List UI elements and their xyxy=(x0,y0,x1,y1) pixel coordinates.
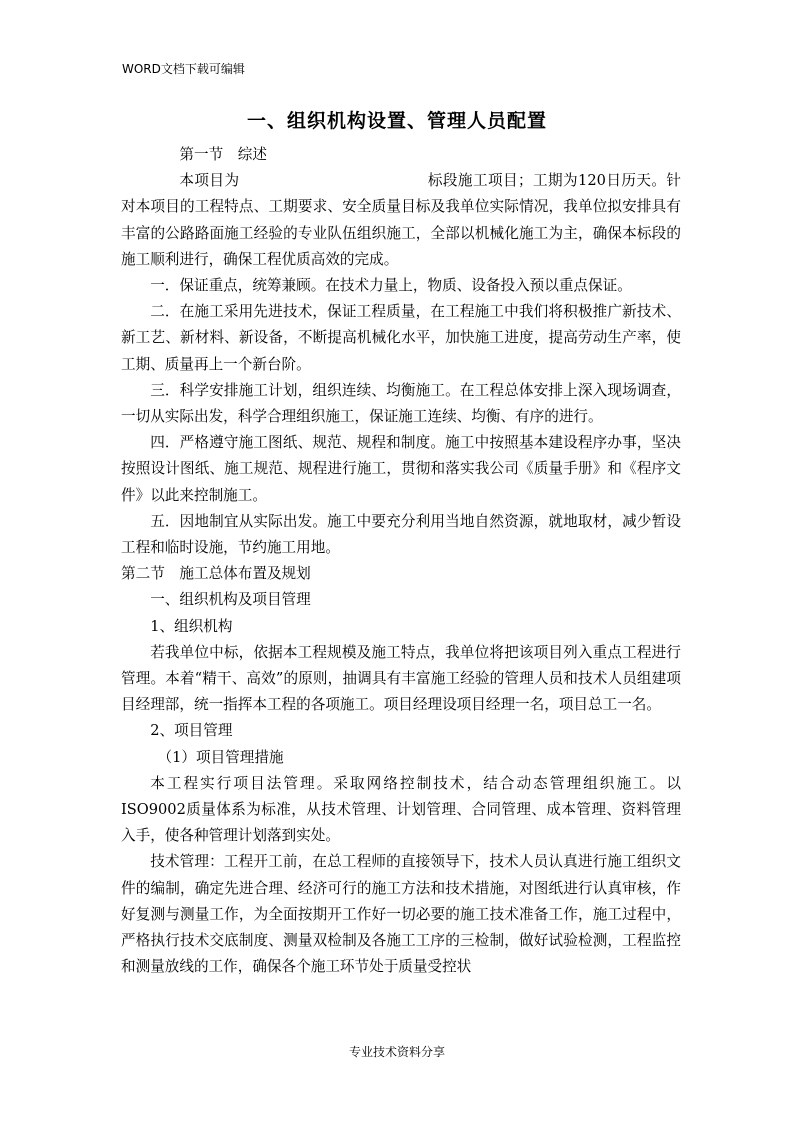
footer-note: 专业技术资料分享 xyxy=(348,1045,445,1059)
header-note: WORD文档下载可编辑 xyxy=(122,62,245,76)
principle-4: 四．严格遵守施工图纸、规范、规程和制度。施工中按照基本建设程序办事，坚决按照设计图纸、施工规范、规程进行施工，贯彻和落实我公司《质量手册》和《程序文件》以此来控制施工。 xyxy=(121,434,681,504)
principle-5: 五．因地制宜从实际出发。施工中要充分利用当地自然资源，就地取材，减少暂设工程和临时设施，节约施工用地。 xyxy=(121,512,681,557)
org-paragraph: 若我单位中标，依据本工程规模及施工特点，我单位将把该项目列入重点工程进行管理。本着“精干、高效”的原则，抽调具有丰富施工经验的管理人员和技术人员组建项目经理部，统一指挥本工程的各项施工。项目经理设项目经理一名，项目总工一名。 xyxy=(121,643,681,714)
intro-part-a: 本项目为 xyxy=(179,172,240,190)
document-body xyxy=(121,142,681,981)
intro-part-b: 标段施工项目；工期为120日历天。针对本项目的工程特点、工期要求、安全质量目标及我单位实际情况，我单位拟安排具有丰富的公路路面施工经验的专业队伍组织施工，全部以机械化施工为主，确保本标段的施工顺利进行，确保工程优质高效的完成。 xyxy=(121,172,681,268)
mgmt-paragraph: 本工程实行项目法管理。采取网络控制技术，结合动态管理组织施工。以ISO9002质量体系为标准，从技术管理、计划管理、合同管理、成本管理、资料管理入手，使各种管理计划落到实处。 xyxy=(121,774,681,845)
principle-1: 一．保证重点，统筹兼顾。在技术力量上，物质、设备投入预以重点保证。 xyxy=(150,277,632,295)
principle-2: 二．在施工采用先进技术，保证工程质量，在工程施工中我们将积极推广新技术、新工艺、新材料、新设备，不断提高机械化水平，加快施工进度，提高劳动生产率，使工期、质量再上一个新台阶。 xyxy=(121,303,681,373)
document-title: 一、组织机构设置、管理人员配置 xyxy=(246,110,547,132)
section2-heading: 第二节 施工总体布置及规划 xyxy=(121,565,311,583)
sub1-2-1-heading: （1）项目管理措施 xyxy=(157,748,284,766)
sub1-2-heading: 2、项目管理 xyxy=(150,722,233,740)
tech-paragraph: 技术管理：工程开工前，在总工程师的直接领导下，技术人员认真进行施工组织文件的编制，确定先进合理、经济可行的施工方法和技术措施，对图纸进行认真审核，作好复测与测量工作，为全面按期开工作好一切必要的施工技术准备工作，施工过程中，严格执行技术交底制度、测量双检制及各施工工序的三检制，做好试验检测，工程监控和测量放线的工作，确保各个施工环节处于质量受控状 xyxy=(121,853,681,976)
section1-heading: 第一节 综述 xyxy=(179,146,267,163)
intro-paragraph xyxy=(121,168,681,273)
principle-3: 三．科学安排施工计划，组织连续、均衡施工。在工程总体安排上深入现场调查，一切从实际出发，科学合理组织施工，保证施工连续、均衡、有序的进行。 xyxy=(121,381,681,426)
sub1-1-heading: 1、组织机构 xyxy=(150,617,233,635)
sub1-heading: 一、组织机构及项目管理 xyxy=(150,591,311,609)
